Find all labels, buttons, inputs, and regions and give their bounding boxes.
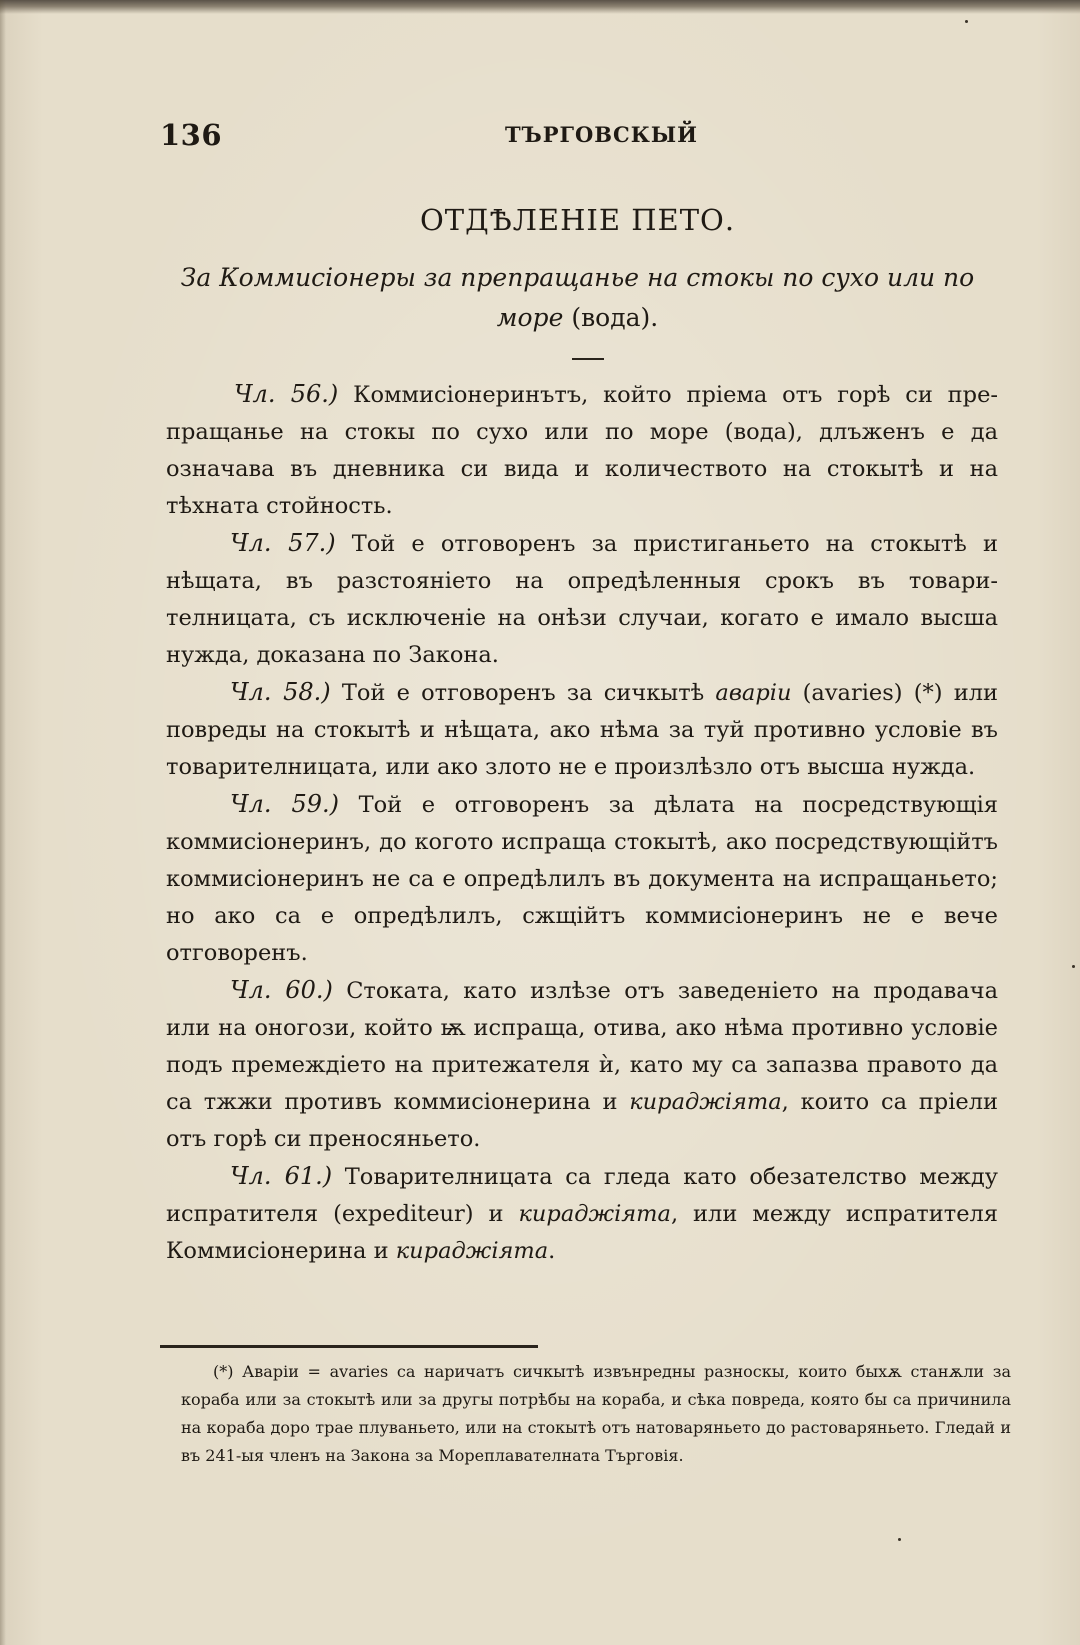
article-paragraph <box>166 972 998 1158</box>
article-text: (avaries) (*) или повреды на стокытѣ и нѣщата, ако нѣма за туй противно условіе въ товарителницата, или ако злото не е произлѣзло отъ высша нужда. <box>166 680 999 780</box>
article-paragraph <box>166 525 998 674</box>
article-paragraph <box>166 674 998 786</box>
subtitle-italic: За Коммисіонеры за препращанье на стокы по сухо или по море <box>180 263 975 332</box>
footnote-rule <box>160 1345 538 1348</box>
article-text: , или между испратителя Коммисіонерина и <box>166 1201 998 1264</box>
article-text: Той е отговоренъ за пристиганьето на стокытѣ и нѣщата, въ разстояніето на опредѣленныя срокъ въ товарителницата, съ исключеніе на онѣзи случаи, когато е имало высша нужда, доказана по Закона. <box>166 531 999 668</box>
article-number: Чл. 56.) <box>234 380 339 408</box>
article-paragraph <box>166 376 998 525</box>
section-subtitle <box>160 258 995 338</box>
italic-term: кираджіята <box>395 1238 549 1264</box>
title-dash-divider <box>572 358 604 360</box>
article-text: Стоката, като излѣзе отъ заведеніето на продавача или на оногози, който ѭ испраща, отива, ако нѣма противно условіе подъ премеждіето на притежателя ѝ, като му са запазва правото да са тжжи противъ коммисіонерина и <box>166 978 998 1115</box>
page-number: 136 <box>160 118 223 152</box>
article-paragraph <box>166 786 998 972</box>
page-top-edge <box>0 0 1080 14</box>
article-text: . <box>548 1238 556 1264</box>
section-title: ОТДѢЛЕНІЕ ПЕТО. <box>419 203 736 237</box>
subtitle-upright: (вода). <box>571 303 659 332</box>
article-text: Коммисіонеринътъ, който пріема отъ горѣ си препращанье на стокы по сухо или по море (вода), длъженъ е да означава въ дневника си вида и количеството на стокытѣ и на тѣхната стойность. <box>166 382 998 519</box>
article-text: Той е отговоренъ за сичкытѣ <box>341 680 716 706</box>
article-number: Чл. 61.) <box>230 1162 333 1190</box>
article-text: Товарителницата са гледа като обезателство между испратителя (expediteur) и <box>166 1164 999 1227</box>
italic-term: кираджіята <box>629 1089 782 1115</box>
article-text: Той е отговоренъ за дѣлата на посредствующія коммисіонеринъ, до когото испраща стокытѣ, ако посредствующійтъ коммисіонеринъ не са е опредѣлилъ въ документа на испращаньето; но ако са е опредѣлилъ, сжщійтъ коммисіонеринъ не е вече отговоренъ. <box>166 792 999 966</box>
page-left-edge <box>0 0 6 1645</box>
articles-body <box>166 376 998 1270</box>
article-text: , които са пріели отъ горѣ си преносяньето. <box>166 1089 998 1152</box>
running-title: ТЪРГОВСКЫЙ <box>505 122 698 147</box>
article-number: Чл. 57.) <box>230 529 336 557</box>
italic-term: аваріи <box>715 680 792 706</box>
article-number: Чл. 58.) <box>230 678 331 706</box>
footnote <box>181 1358 1011 1470</box>
article-number: Чл. 59.) <box>230 790 340 818</box>
footnote-text: (*) Аваріи = avaries са наричатъ сичкытѣ извънредны разноскы, които быхѫ станѫли за кораба или за стокытѣ или за другы потрѣбы на кораба, и сѣка повреда, която бы са причинила на кораба доро трае плуваньето, или на стокытѣ отъ натоваряньето до растоваряньето. Гледай и въ 241-ыя членъ на Закона за Мореплавателната Търговія. <box>181 1362 1011 1465</box>
running-head <box>0 118 1080 158</box>
italic-term: кираджіята <box>518 1201 671 1227</box>
article-paragraph <box>166 1158 998 1270</box>
article-number: Чл. 60.) <box>230 976 333 1004</box>
